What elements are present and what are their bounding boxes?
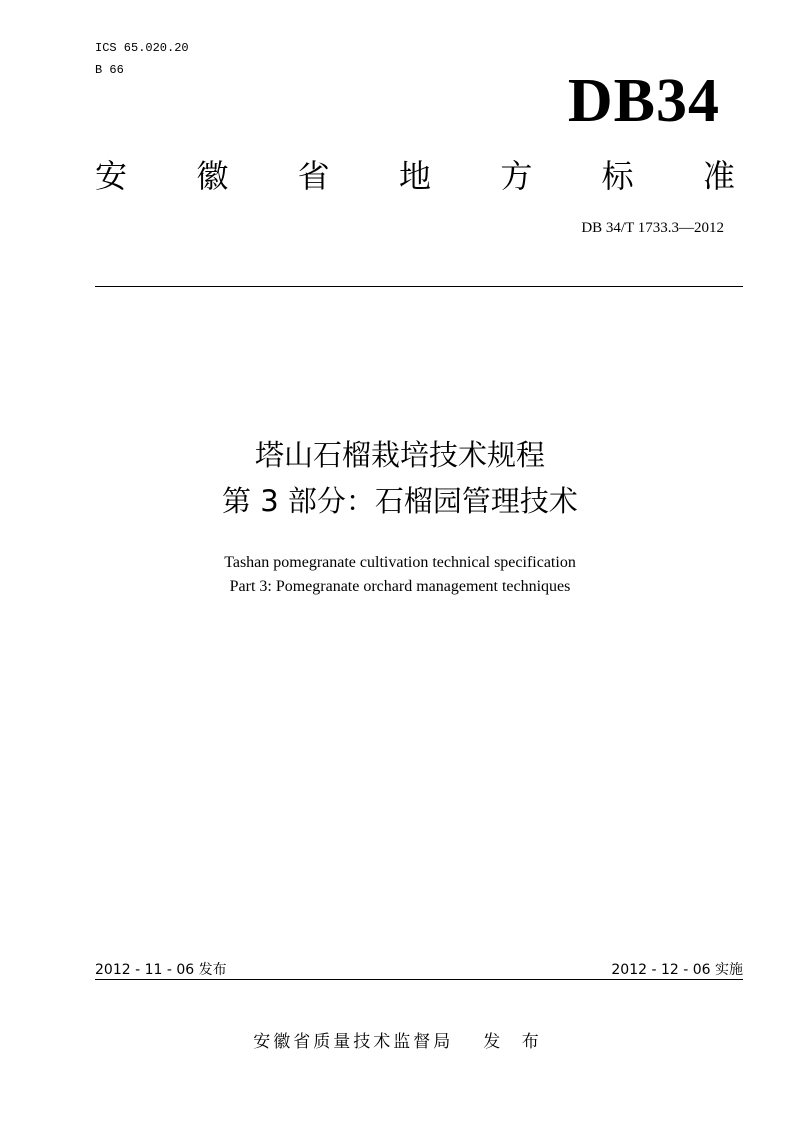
english-title: [0, 551, 800, 599]
bottom-divider: [95, 979, 743, 980]
standard-type-char: 省: [297, 157, 330, 195]
standard-number: DB 34/T 1733.3—2012: [581, 220, 724, 236]
issuer-name: 安徽省质量技术监督局: [253, 1032, 454, 1052]
standard-type-char: 方: [500, 157, 533, 195]
ccs-code: B 66: [95, 63, 124, 77]
chinese-title-line-2: 第 3 部分：石榴园管理技术: [222, 484, 578, 518]
standard-type-char: 地: [398, 157, 431, 195]
chinese-title: [0, 432, 800, 524]
top-divider: [95, 286, 743, 287]
standard-type-title: [95, 154, 735, 198]
issuer-line: [0, 1030, 800, 1054]
issue-word: 发 布: [483, 1032, 547, 1052]
issue-date: 2012 - 11 - 06 发布: [95, 962, 227, 978]
standard-type-char: 准: [702, 157, 735, 195]
standard-type-char: 标: [601, 157, 634, 195]
english-title-line-2: Part 3: Pomegranate orchard management techniques: [229, 578, 571, 595]
db-code-logo: DB34: [567, 67, 720, 135]
chinese-title-line-1: 塔山石榴栽培技术规程: [254, 438, 545, 472]
implementation-date: 2012 - 12 - 06 实施: [611, 962, 743, 978]
ics-code: ICS 65.020.20: [95, 41, 189, 55]
standard-type-char: 徽: [196, 157, 229, 195]
english-title-line-1: Tashan pomegranate cultivation technical specification: [224, 554, 576, 571]
standard-type-char: 安: [95, 157, 128, 195]
